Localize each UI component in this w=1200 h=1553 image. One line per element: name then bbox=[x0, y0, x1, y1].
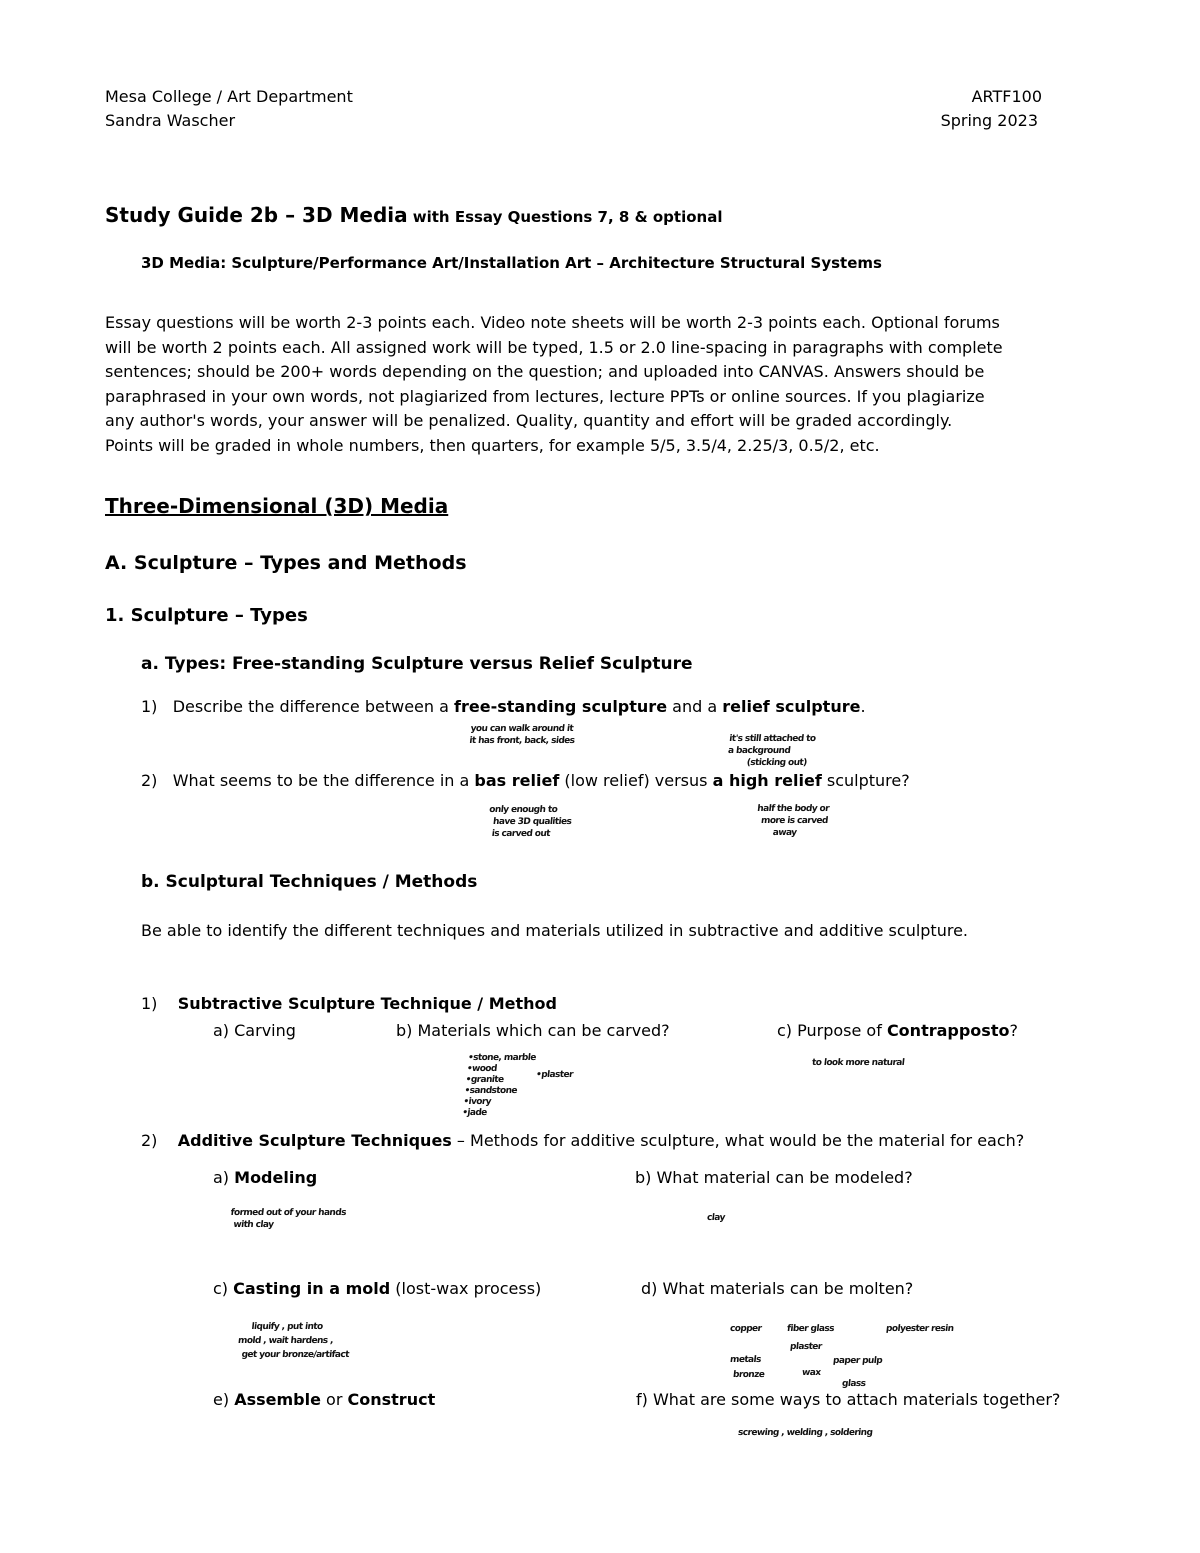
heading-techniques-methods: b. Sculptural Techniques / Methods bbox=[141, 872, 478, 892]
header-institution: Mesa College / Art Department bbox=[105, 87, 353, 106]
intro-line: will be worth 2 points each. All assigned work will be typed, 1.5 or 2.0 line-spacing in paragraphs with complete bbox=[105, 337, 1003, 357]
header-term: Spring 2023 bbox=[940, 111, 1038, 130]
handwritten-answer-high-relief: half the body or more is carved away bbox=[756, 804, 830, 838]
intro-line: any author's words, your answer will be penalized. Quality, quantity and effort will be graded accordingly. bbox=[105, 411, 953, 431]
additive-heading: 2) Additive Sculpture Techniques – Methods for additive sculpture, what would be the material for each? bbox=[141, 1131, 1025, 1150]
handwritten-molten-bronze: bronze bbox=[732, 1370, 765, 1380]
intro-line: sentences; should be 200+ words depending on the question; and uploaded into CANVAS. Answers should be bbox=[105, 362, 985, 382]
heading-freestanding-vs-relief: a. Types: Free-standing Sculpture versus Relief Sculpture bbox=[141, 654, 693, 674]
header-course-code: ARTF100 bbox=[971, 87, 1042, 106]
handwritten-plaster: •plaster bbox=[535, 1070, 574, 1080]
handwritten-contrapposto-answer: to look more natural bbox=[811, 1058, 905, 1068]
heading-sculpture-types: 1. Sculpture – Types bbox=[105, 605, 308, 626]
handwritten-answer-freestanding: you can walk around it it has front, back, sides bbox=[468, 724, 575, 746]
handwritten-molten-glass: glass bbox=[841, 1379, 866, 1389]
handwritten-molten-pulp: paper pulp bbox=[832, 1356, 883, 1366]
handwritten-modeling-answer: formed out of your hands with clay bbox=[230, 1208, 347, 1230]
subtractive-materials-question: b) Materials which can be carved? bbox=[396, 1021, 670, 1040]
question-2: 2) What seems to be the difference in a bas relief (low relief) versus a high relief sculpture? bbox=[141, 771, 910, 790]
page-subtitle: 3D Media: Sculpture/Performance Art/Installation Art – Architecture Structural Systems bbox=[141, 254, 882, 272]
handwritten-carvable-materials: •stone, marble •wood •granite •sandstone •ivory •jade bbox=[461, 1053, 537, 1118]
intro-line: Essay questions will be worth 2-3 points each. Video note sheets will be worth 2-3 points each. Optional forums bbox=[105, 313, 1000, 332]
intro-paragraph bbox=[105, 311, 1105, 459]
handwritten-molten-fiberglass: fiber glass bbox=[786, 1324, 835, 1334]
additive-assemble: e) Assemble or Construct bbox=[213, 1390, 436, 1409]
subtractive-heading: 1) Subtractive Sculpture Technique / Method bbox=[141, 994, 557, 1013]
title-main: Study Guide 2b – 3D Media bbox=[105, 203, 408, 227]
modeling-material-question: b) What material can be modeled? bbox=[635, 1168, 913, 1187]
section-heading: Three-Dimensional (3D) Media bbox=[105, 494, 449, 518]
heading-sculpture-types-methods: A. Sculpture – Types and Methods bbox=[105, 552, 467, 574]
subtractive-carving: a) Carving bbox=[213, 1021, 296, 1040]
header-instructor: Sandra Wascher bbox=[105, 111, 236, 130]
intro-line: paraphrased in your own words, not plagiarized from lectures, lecture PPTs or online sources. If you plagiarize bbox=[105, 386, 985, 406]
contrapposto-question: c) Purpose of Contrapposto? bbox=[777, 1021, 1018, 1040]
intro-line: Points will be graded in whole numbers, then quarters, for example 5/5, 3.5/4, 2.25/3, 0.5/2, etc. bbox=[105, 435, 880, 455]
attach-materials-question: f) What are some ways to attach materials together? bbox=[636, 1390, 1061, 1409]
molten-materials-question: d) What materials can be molten? bbox=[641, 1279, 914, 1298]
handwritten-molten-copper: copper bbox=[729, 1324, 762, 1334]
additive-casting: c) Casting in a mold (lost-wax process) bbox=[213, 1279, 542, 1298]
handwritten-molten-wax: wax bbox=[801, 1368, 821, 1378]
handwritten-attach-answer: screwing , welding , soldering bbox=[737, 1428, 873, 1438]
title-suffix: with Essay Questions 7, 8 & optional bbox=[412, 208, 723, 226]
handwritten-molten-plaster: plaster bbox=[789, 1342, 823, 1352]
additive-modeling: a) Modeling bbox=[213, 1168, 318, 1187]
techniques-intro: Be able to identify the different techniques and materials utilized in subtractive and additive sculpture. bbox=[141, 921, 968, 940]
handwritten-casting-answer: liquify , put into mold , wait hardens , get your bronze/artifact bbox=[237, 1322, 350, 1360]
handwritten-molten-resin: polyester resin bbox=[885, 1324, 954, 1334]
handwritten-answer-relief: it's still attached to a background (sticking out) bbox=[727, 734, 816, 768]
handwritten-answer-bas-relief: only enough to have 3D qualities is carved out bbox=[488, 805, 572, 839]
question-1: 1) Describe the difference between a free-standing sculpture and a relief sculpture. bbox=[141, 697, 866, 716]
page-title bbox=[105, 203, 722, 227]
handwritten-clay: clay bbox=[706, 1213, 726, 1223]
handwritten-molten-metals: metals bbox=[729, 1355, 762, 1365]
